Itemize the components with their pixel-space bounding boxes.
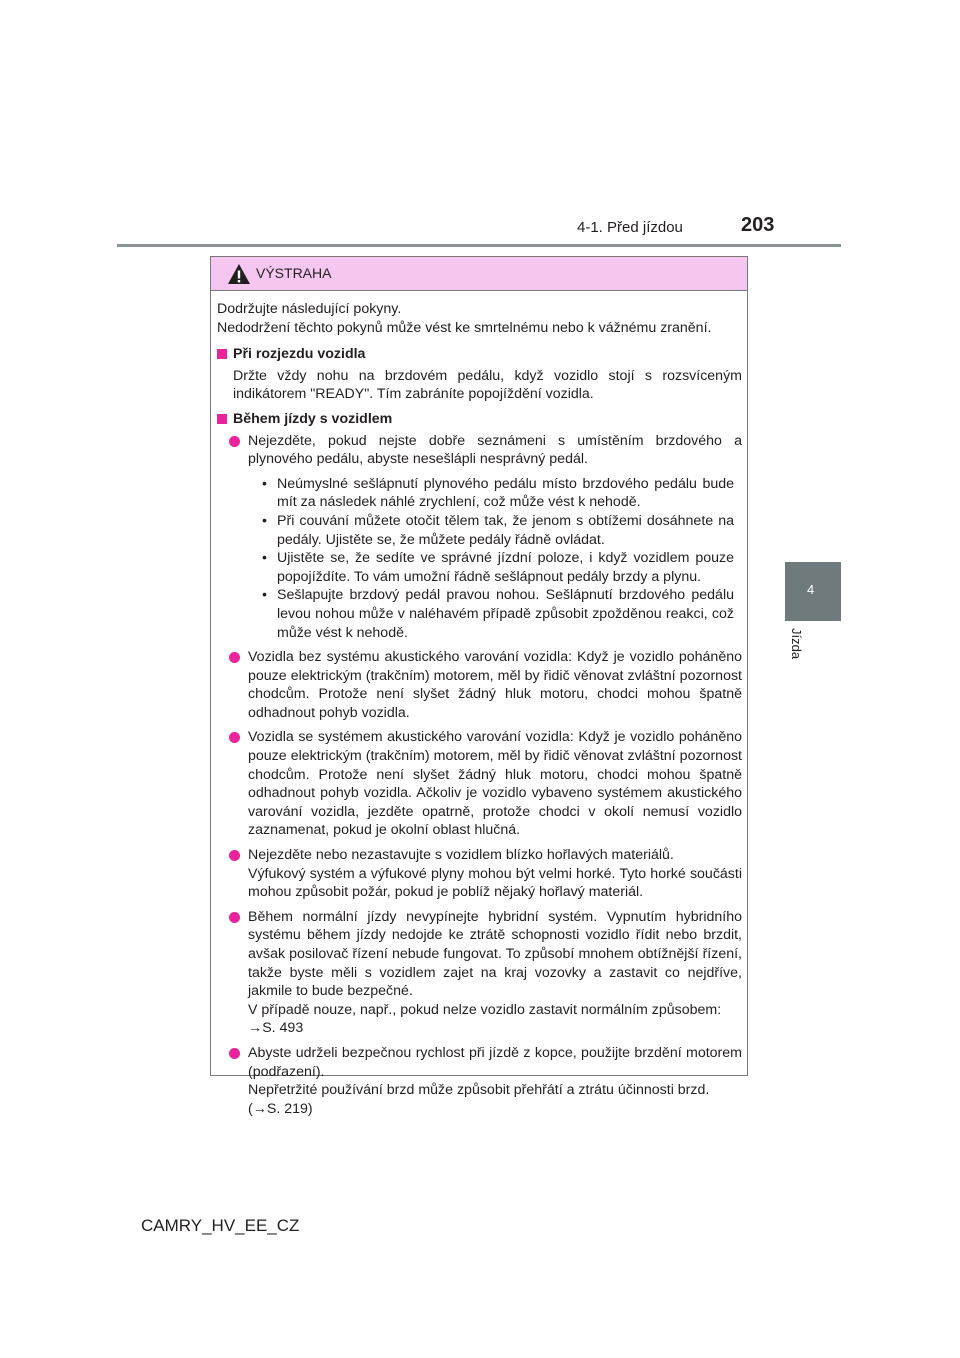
bullet-text: Nejezděte nebo nezastavujte s vozidlem blízko hořlavých materiálů.	[248, 847, 674, 864]
intro-line-1: Dodržujte následující pokyny.	[217, 301, 402, 317]
bullet-text: Během normální jízdy nevypínejte hybridní systém. Vypnutím hybridního systému během jízdy nedojde ke ztrátě schopnosti vozidlo řídit nebo brzdit, avšak posilovač řízení nebude fungovat. To způsobí mnohem obtížnější řízení, takže byste měli s vozidlem zajet na kraj vozovky a zastavit co nejdříve, jakmile to bude bezpečné.	[248, 908, 742, 1000]
circle-bullet-icon	[229, 436, 240, 447]
page-reference: (→S. 219)	[248, 1100, 313, 1117]
chapter-tab	[785, 562, 841, 621]
bullet-text: Vozidla bez systému akustického varování vozidla: Když je vozidlo poháněno pouze elektrickým (trakčním) motorem, měl by řidič věnovat zvláštní pozornost chodcům. Protože není slyšet žádný hluk motoru, chodci mohou špatně odhadnout pohyb vozidla.	[248, 649, 742, 721]
heading-driving	[217, 410, 742, 429]
sub-list-item	[217, 549, 742, 586]
warning-triangle-icon	[227, 263, 251, 285]
heading-driving-text: Během jízdy s vozidlem	[233, 410, 393, 427]
list-item	[217, 728, 742, 840]
sub-bullet-mark: •	[262, 550, 267, 567]
sub-text: Sešlapujte brzdový pedál pravou nohou. Sešlápnutí brzdového pedálu levou nohou může v naléhavém případě způsobit zpožděnou reakci, což může vést k nehodě.	[277, 587, 734, 641]
list-item	[217, 846, 742, 902]
warning-box	[210, 256, 748, 1117]
square-bullet-icon	[217, 349, 227, 359]
list-item	[217, 648, 742, 722]
sub-list	[217, 475, 742, 642]
sub-bullet-mark: •	[262, 475, 267, 492]
list-item	[217, 432, 742, 469]
warning-title: VÝSTRAHA	[256, 265, 332, 281]
sub-list-item	[217, 586, 742, 642]
bullet-text: Výfukový systém a výfukové plyny mohou být velmi horké. Tyto horké součásti mohou způsobit požár, pokud je poblíž nějaký hořlavý materiál.	[248, 865, 742, 901]
bullet-text: Nepřetržité používání brzd může způsobit přehřátí a ztrátu účinnosti brzd.	[248, 1082, 710, 1099]
bullet-text: Vozidla se systémem akustického varování vozidla: Když je vozidlo poháněno pouze elektrickým (trakčním) motorem, měl by řidič věnovat zvláštní pozornost chodcům. Protože není slyšet žádný hluk motoru, chodci mohou špatně odhadnout pohyb vozidla. Ačkoliv je vozidlo vybaveno systémem akustického varování vozidla, jezděte opatrně, protože chodci v okolí nemusí vozidlo zaznamenat, pokud je okolní oblast hlučná.	[248, 729, 742, 839]
chapter-number: 4	[807, 582, 815, 597]
sub-text: Neúmyslné sešlápnutí plynového pedálu místo brzdového pedálu bude mít za následek náhlé zrychlení, což může vést k nehodě.	[277, 475, 734, 511]
bullet-text: Abyste udrželi bezpečnou rychlost při jízdě z kopce, použijte brzdění motorem (podřazení).	[248, 1044, 742, 1080]
sub-list-item	[217, 512, 742, 549]
list-item	[217, 908, 742, 1038]
sub-text: Ujistěte se, že sedíte ve správné jízdní poloze, i když vozidlem pouze popojíždíte. To vám umožní řádně sešlápnout pedály brzdy a plynu.	[277, 550, 734, 585]
circle-bullet-icon	[229, 1048, 240, 1059]
sub-bullet-mark: •	[262, 587, 267, 604]
circle-bullet-icon	[229, 732, 240, 743]
sub-bullet-mark: •	[262, 512, 267, 529]
warning-header	[211, 257, 747, 291]
heading-start	[217, 345, 742, 364]
intro-line-2: Nedodržení těchto pokynů může vést ke smrtelnému nebo k vážnému zranění.	[217, 319, 712, 336]
list-item	[217, 1044, 742, 1118]
manual-code: CAMRY_HV_EE_CZ	[141, 1216, 300, 1235]
chapter-label: Jízda	[789, 628, 804, 660]
page-number: 203	[741, 214, 775, 236]
sub-list-item	[217, 475, 742, 512]
start-paragraph: Držte vždy nohu na brzdovém pedálu, když vozidlo stojí s rozsvíceným indikátorem "READY". Tím zabráníte popojíždění vozidla.	[233, 367, 742, 403]
circle-bullet-icon	[229, 850, 240, 861]
bullet-text: V případě nouze, např., pokud nelze vozidlo zastavit normálním způsobem:	[248, 1001, 722, 1018]
bullet-text: Nejezděte, pokud nejste dobře seznámeni s umístěním brzdového a plynového pedálu, abyste nesešlápli nesprávný pedál.	[248, 432, 742, 468]
circle-bullet-icon	[229, 912, 240, 923]
header-rule	[117, 244, 841, 247]
sub-text: Při couvání můžete otočit tělem tak, že jenom s obtížemi dosáhnete na pedály. Ujistěte se, že můžete pedály řádně ovládat.	[277, 512, 734, 548]
warning-body	[211, 291, 747, 1118]
heading-start-text: Při rozjezdu vozidla	[233, 346, 366, 363]
section-title: 4-1. Před jízdou	[577, 219, 683, 236]
square-bullet-icon	[217, 414, 227, 424]
page-reference: →S. 493	[248, 1020, 304, 1037]
circle-bullet-icon	[229, 652, 240, 663]
